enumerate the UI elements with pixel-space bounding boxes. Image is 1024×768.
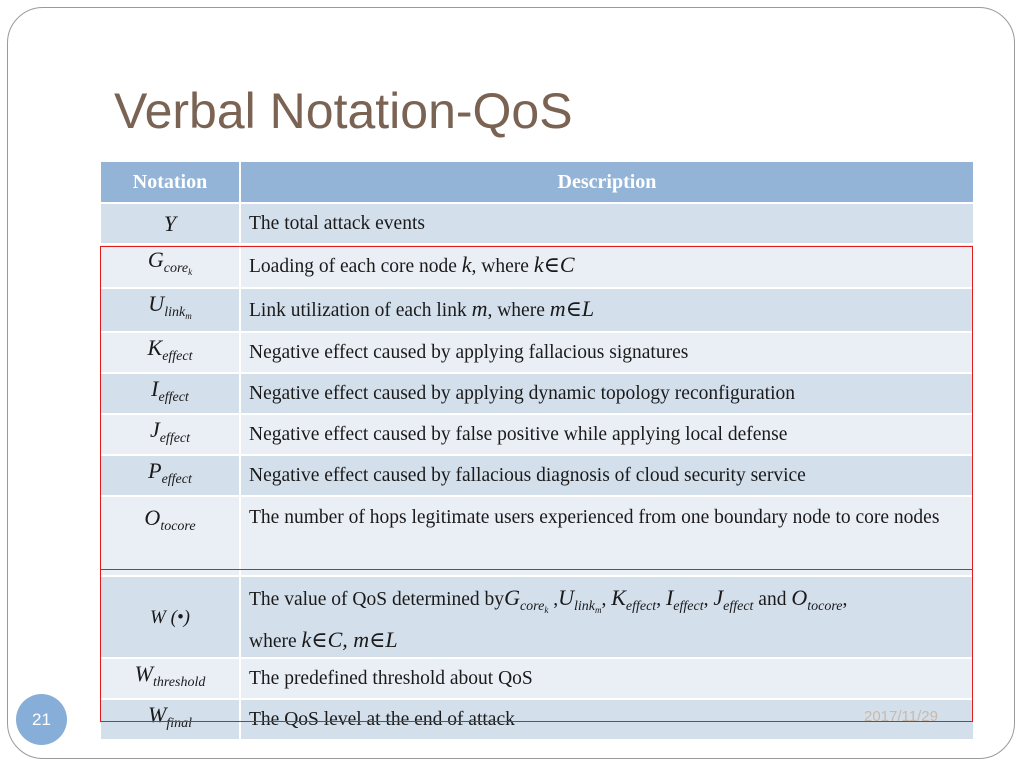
notation-subscript: threshold bbox=[152, 675, 206, 690]
math-term bbox=[611, 585, 657, 614]
table-row bbox=[101, 658, 973, 699]
notation-subsubscript: k bbox=[188, 267, 193, 277]
term-symbol: J bbox=[713, 585, 724, 610]
page-number-badge bbox=[16, 694, 67, 745]
term-subsubscript: m bbox=[594, 605, 602, 615]
math-term bbox=[665, 585, 704, 614]
notation-cell bbox=[101, 373, 240, 414]
separator-text: , bbox=[548, 589, 559, 610]
notation-symbol: O bbox=[144, 505, 161, 530]
header-description: Description bbox=[240, 162, 973, 203]
notation-symbol: I bbox=[151, 376, 159, 401]
math-variable: k bbox=[461, 252, 472, 277]
description-cell: The number of hops legitimate users experienced from one boundary node to core nodes bbox=[240, 496, 973, 576]
notation-symbol: W bbox=[134, 661, 153, 686]
math-term bbox=[713, 585, 754, 614]
where-text: where bbox=[249, 631, 302, 652]
description-cell: The total attack events bbox=[240, 203, 973, 244]
notation-cell bbox=[101, 576, 240, 658]
table-row bbox=[101, 288, 973, 332]
description-cell: The predefined threshold about QoS bbox=[240, 658, 973, 699]
notation-symbol: G bbox=[147, 247, 164, 272]
term-subsubscript: k bbox=[544, 605, 549, 615]
term-symbol: O bbox=[791, 585, 808, 610]
math-variable: m bbox=[471, 296, 488, 321]
notation-subscript: effect bbox=[158, 390, 189, 405]
description-cell bbox=[240, 288, 973, 332]
notation-subscript: tocore bbox=[160, 519, 196, 534]
term-subscript: effect bbox=[625, 599, 657, 614]
notation-symbol: Y bbox=[163, 210, 177, 236]
description-text: Link utilization of each link bbox=[249, 300, 472, 321]
notation-symbol: W bbox=[148, 702, 167, 727]
term-subscript: effect bbox=[723, 599, 754, 614]
term-symbol: I bbox=[665, 585, 674, 610]
notation-subscript: link bbox=[164, 305, 186, 320]
term-subscript: tocore bbox=[807, 599, 843, 614]
notation-cell bbox=[101, 332, 240, 373]
description-cell: Negative effect caused by false positive while applying local defense bbox=[240, 414, 973, 455]
description-cell: Negative effect caused by fallacious diagnosis of cloud security service bbox=[240, 455, 973, 496]
notation-symbol: W (•) bbox=[150, 607, 190, 628]
notation-symbol: P bbox=[148, 458, 162, 483]
math-term bbox=[504, 585, 549, 615]
notation-subscript: effect bbox=[159, 431, 191, 446]
description-cell: Negative effect caused by applying fallacious signatures bbox=[240, 332, 973, 373]
table-header-row bbox=[101, 162, 973, 203]
table-row bbox=[101, 496, 973, 576]
notation-cell bbox=[101, 455, 240, 496]
notation-symbol: U bbox=[148, 291, 165, 316]
table-row bbox=[101, 414, 973, 455]
term-subscript: effect bbox=[673, 599, 704, 614]
description-cell bbox=[240, 244, 973, 288]
table-row bbox=[101, 699, 973, 739]
notation-cell bbox=[101, 658, 240, 699]
math-term bbox=[791, 585, 843, 614]
notation-symbol: K bbox=[147, 335, 163, 360]
and-text: and bbox=[753, 589, 792, 610]
header-notation: Notation bbox=[101, 162, 240, 203]
table-row bbox=[101, 332, 973, 373]
notation-symbol: J bbox=[149, 417, 160, 442]
description-text: The value of QoS determined by bbox=[249, 589, 505, 610]
where-text: , where bbox=[471, 256, 534, 277]
term-symbol: G bbox=[504, 585, 520, 610]
term-symbol: K bbox=[611, 585, 626, 610]
term-symbol: U bbox=[558, 585, 574, 610]
description-cell: The QoS level at the end of attack bbox=[240, 699, 973, 739]
notation-subsubscript: m bbox=[185, 311, 192, 321]
set-expression: m∈L bbox=[549, 296, 595, 321]
footer-date: 2017/11/29 bbox=[864, 708, 938, 725]
notation-subscript: core bbox=[163, 261, 189, 276]
notation-cell bbox=[101, 496, 240, 576]
term-subscript: link bbox=[573, 599, 595, 614]
description-cell: The value of QoS determined byG$_{core_k}$ $,U_{link_m}$, $K_{effect}$, $I_{effect}$, $J_{effect}$ and $O_{tocore}$, where k∈C, m∈L bbox=[240, 576, 973, 658]
term-subscript: core bbox=[519, 599, 545, 614]
table-row bbox=[101, 373, 973, 414]
notation-cell bbox=[101, 288, 240, 332]
notation-subscript: effect bbox=[161, 472, 192, 487]
table-row bbox=[101, 455, 973, 496]
slide-title: Verbal Notation-QoS bbox=[114, 83, 573, 139]
notation-subscript: effect bbox=[162, 349, 193, 364]
notation-cell bbox=[101, 414, 240, 455]
where-text: , where bbox=[487, 300, 550, 321]
set-expression: k∈C bbox=[533, 252, 575, 277]
notation-subscript: final bbox=[166, 716, 192, 731]
notation-cell bbox=[101, 699, 240, 739]
notation-cell bbox=[101, 244, 240, 288]
table-row bbox=[101, 203, 973, 244]
page-number: 21 bbox=[32, 709, 51, 729]
math-term bbox=[558, 585, 602, 615]
set-expression: k∈C, m∈L bbox=[301, 627, 398, 652]
table-row bbox=[101, 244, 973, 288]
table-row bbox=[101, 576, 973, 658]
description-text: Loading of each core node bbox=[249, 256, 462, 277]
notation-table bbox=[101, 162, 973, 739]
notation-cell bbox=[101, 203, 240, 244]
description-cell: Negative effect caused by applying dynamic topology reconfiguration bbox=[240, 373, 973, 414]
